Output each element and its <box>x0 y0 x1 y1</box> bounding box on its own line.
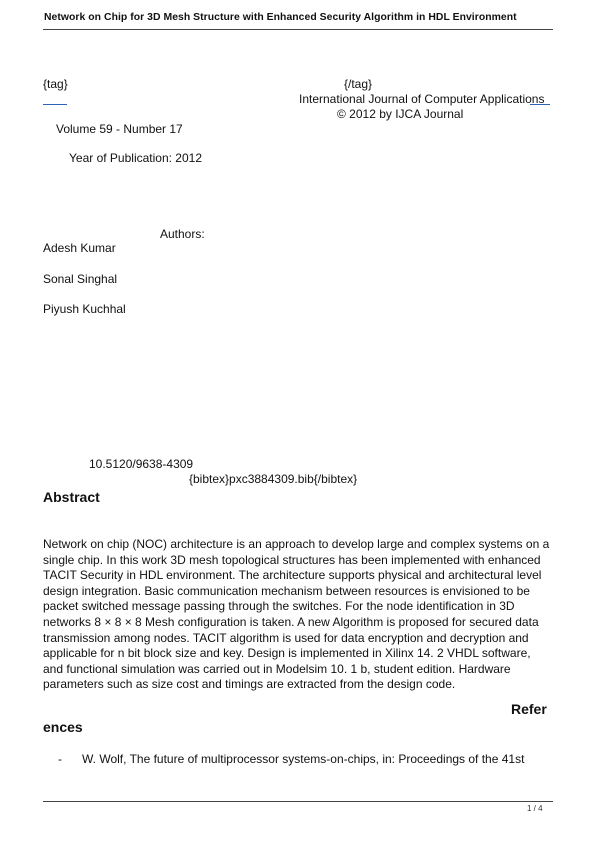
abstract-line: design integration. Basic communication mechanism between resources is envisioned to be <box>43 583 530 598</box>
author-name: Sonal Singhal <box>43 272 118 286</box>
copyright: © 2012 by IJCA Journal <box>337 107 464 121</box>
references-heading-part1: Refer <box>511 701 547 717</box>
abstract-heading: Abstract <box>43 489 100 505</box>
reference-item: W. Wolf, The future of multiprocessor systems-on-chips, in: Proceedings of the 41st <box>82 752 525 766</box>
tag-close: {/tag} <box>344 77 373 91</box>
references-heading-part2: ences <box>43 719 83 735</box>
volume-number: Volume 59 - Number 17 <box>56 122 183 136</box>
author-name: Piyush Kuchhal <box>43 302 126 316</box>
tag-open: {tag} <box>43 77 68 91</box>
header-rule <box>43 29 553 30</box>
reference-bullet: - <box>58 752 62 766</box>
doi: 10.5120/9638-4309 <box>89 457 194 471</box>
abstract-line: TACIT Security in HDL environment. The architecture supports physical and architectural level <box>43 568 542 583</box>
link-underline-left[interactable] <box>43 104 67 105</box>
authors-label: Authors: <box>160 227 205 241</box>
journal-name: International Journal of Computer Applications <box>299 92 545 106</box>
abstract-line: networks 8 × 8 × 8 Mesh configuration is taken. A new Algorithm is proposed for secured data <box>43 614 539 629</box>
document-header-title: Network on Chip for 3D Mesh Structure with Enhanced Security Algorithm in HDL Environment <box>44 12 517 23</box>
author-name: Adesh Kumar <box>43 241 116 255</box>
abstract-line: packet switched message passing through the switches. For the node identification in 3D <box>43 599 515 614</box>
abstract-line: parameters such as size cost and timings are extracted from the design code. <box>43 677 456 692</box>
footer-rule <box>43 801 553 802</box>
abstract-line: single chip. In this work 3D mesh topological structures has been implemented with enhanced <box>43 552 541 567</box>
abstract-body <box>43 537 555 693</box>
abstract-line: Network on chip (NOC) architecture is an approach to develop large and complex systems on a <box>43 537 550 551</box>
bibtex-reference: {bibtex}pxc3884309.bib{/bibtex} <box>189 472 358 486</box>
publication-year: Year of Publication: 2012 <box>69 151 202 165</box>
abstract-line: transmission among nodes. TACIT algorithm is used for data encryption and decryption and <box>43 630 529 645</box>
link-underline-right[interactable] <box>530 104 550 105</box>
page-number: 1 / 4 <box>527 804 543 813</box>
abstract-line: and functional simulation was carried out in Modelsim 10. 1 b, student edition. Hardware <box>43 661 511 676</box>
abstract-line: applicable for n bit block size and key. Design is implemented in Xilinx 14. 2 VHDL software, <box>43 646 531 661</box>
